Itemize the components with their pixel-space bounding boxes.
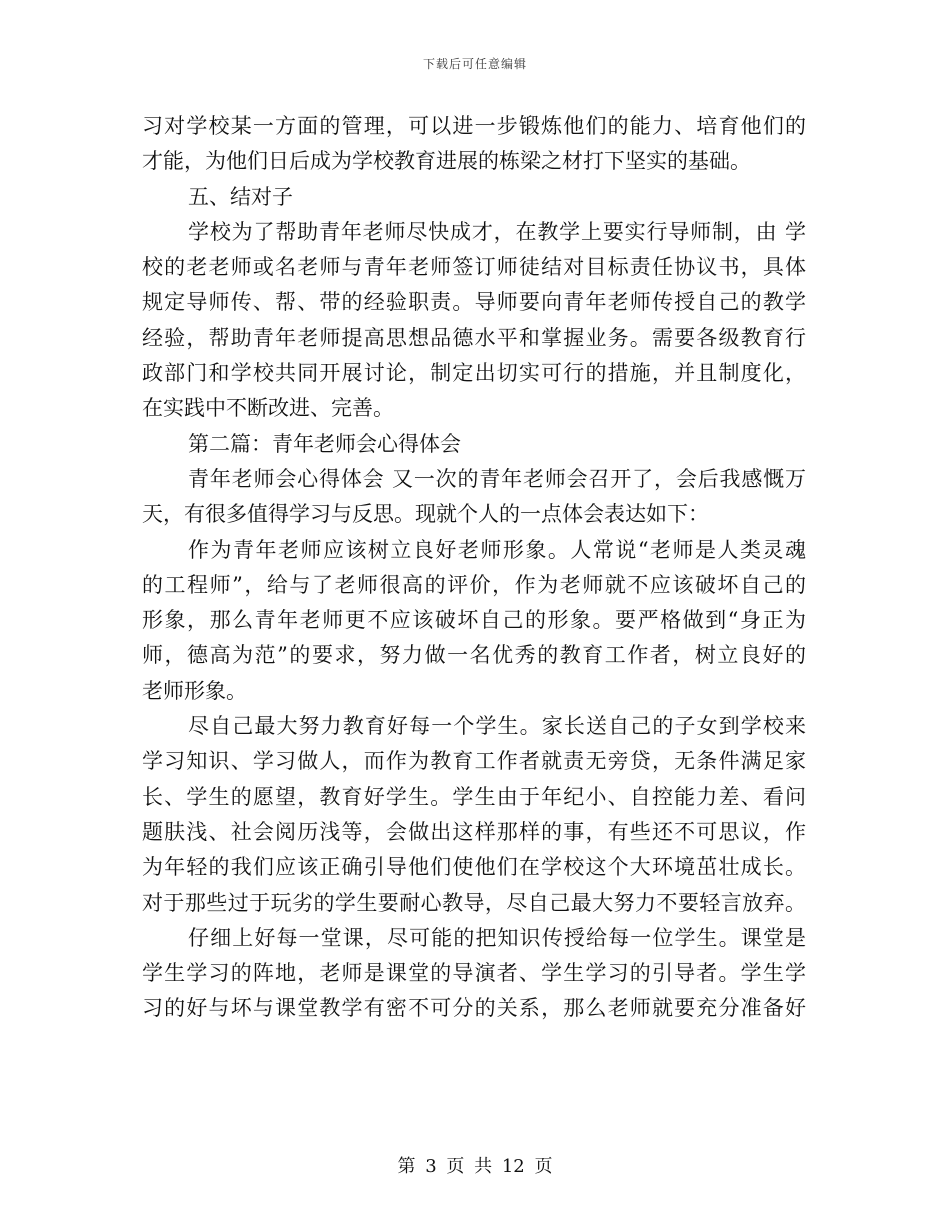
text-line: 校的老老师或名老师与青年老师签订师徒结对目标责任协议书，具体 — [142, 255, 806, 280]
page-header: 下载后可任意编辑 — [422, 57, 527, 71]
text-line: 长、学生的愿望，教育好学生。学生由于年纪小、自控能力差、看问 — [142, 784, 806, 809]
text-line: 习对学校某一方面的管理，可以进一步锻炼他们的能力、培育他们的 — [142, 114, 806, 138]
text-line: 作为青年老师应该树立良好老师形象。人常说“老师是人类灵魂 — [188, 537, 806, 562]
text-line: 师，德高为范”的要求，努力做一名优秀的教育工作者，树立良好的 — [142, 643, 806, 668]
section-heading: 五、结对子 — [188, 184, 293, 209]
text-line: 才能，为他们日后成为学校教育进展的栋梁之材打下坚实的基础。 — [142, 149, 751, 174]
text-line: 学校为了帮助青年老师尽快成才，在教学上要实行导师制，由 学 — [188, 219, 806, 244]
text-line: 规定导师传、帮、带的经验职责。导师要向青年老师传授自己的教学 — [142, 290, 806, 315]
document-body — [142, 109, 806, 1027]
text-line: 的工程师”，给与了老师很高的评价，作为老师就不应该破坏自己的 — [142, 572, 806, 597]
text-line: 为年轻的我们应该正确引导他们使他们在学校这个大环境茁壮成长。 — [142, 855, 806, 880]
text-line: 题肤浅、社会阅历浅等，会做出这样那样的事，有些还不可思议，作 — [142, 819, 806, 844]
text-line: 尽自己最大努力教育好每一个学生。家长送自己的子女到学校来 — [188, 714, 806, 739]
text-line: 学生学习的阵地，老师是课堂的导演者、学生学习的引导者。学生学 — [142, 961, 806, 986]
text-line: 在实践中不断改进、完善。 — [142, 396, 394, 421]
text-line: 青年老师会心得体会 又一次的青年老师会召开了，会后我感慨万 — [188, 466, 806, 491]
page-footer: 第 3 页 共 12 页 — [397, 1156, 553, 1177]
text-line: 经验，帮助青年老师提高思想品德水平和掌握业务。需要各级教育行 — [142, 325, 806, 350]
chapter-heading: 第二篇：青年老师会心得体会 — [188, 431, 461, 456]
text-line: 对于那些过于玩劣的学生要耐心教导，尽自己最大努力不要轻言放弃。 — [142, 890, 806, 915]
text-line: 习的好与坏与课堂教学有密不可分的关系，那么老师就要充分准备好 — [142, 996, 806, 1021]
text-line: 形象，那么青年老师更不应该破坏自己的形象。要严格做到“身正为 — [142, 608, 806, 633]
text-line: 政部门和学校共同开展讨论，制定出切实可行的措施，并且制度化， — [142, 361, 806, 386]
text-line: 天，有很多值得学习与反思。现就个人的一点体会表达如下： — [142, 502, 709, 527]
text-line: 老师形象。 — [142, 678, 247, 703]
text-line: 学习知识、学习做人，而作为教育工作者就责无旁贷，无条件满足家 — [142, 749, 806, 774]
text-line: 仔细上好每一堂课，尽可能的把知识传授给每一位学生。课堂是 — [188, 925, 806, 950]
